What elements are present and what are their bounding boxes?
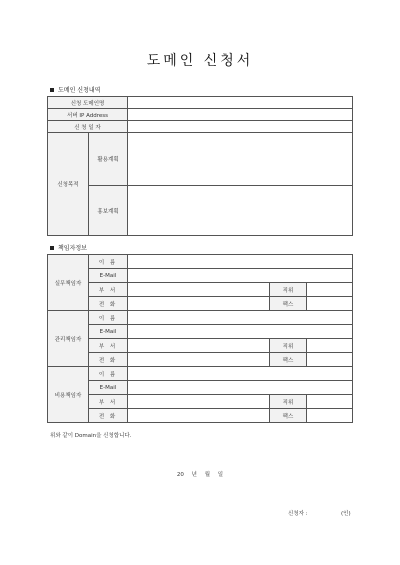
email-field[interactable] bbox=[128, 269, 353, 283]
seal-mark: (인) bbox=[341, 511, 351, 517]
name-field[interactable] bbox=[128, 255, 353, 269]
fax-field[interactable] bbox=[307, 297, 353, 311]
role-label-practical: 실무책임자 bbox=[48, 255, 89, 311]
email-label: E-Mail bbox=[89, 325, 128, 339]
name-field[interactable] bbox=[128, 311, 353, 325]
dept-field[interactable] bbox=[128, 395, 270, 409]
phone-label: 전 화 bbox=[89, 297, 128, 311]
name-field[interactable] bbox=[128, 367, 353, 381]
applicant-label: 신청자 : bbox=[288, 511, 308, 517]
dept-label: 부 서 bbox=[89, 339, 128, 353]
square-bullet-icon bbox=[50, 246, 54, 250]
purpose-label: 신청목적 bbox=[48, 133, 89, 236]
application-statement: 위와 같이 Domain을 신청합니다. bbox=[50, 433, 132, 439]
fax-label: 팩스 bbox=[270, 353, 307, 367]
section-label: 도메인 신청내역 bbox=[58, 87, 101, 94]
date-line: 20 년 월 일 bbox=[176, 472, 224, 478]
phone-label: 전 화 bbox=[89, 409, 128, 423]
name-label: 이 름 bbox=[89, 367, 128, 381]
position-field[interactable] bbox=[307, 283, 353, 297]
email-field[interactable] bbox=[128, 325, 353, 339]
email-label: E-Mail bbox=[89, 269, 128, 283]
domain-request-table bbox=[47, 96, 353, 236]
position-field[interactable] bbox=[307, 339, 353, 353]
dept-label: 부 서 bbox=[89, 283, 128, 297]
usage-plan-label: 활용계획 bbox=[89, 133, 128, 186]
phone-field[interactable] bbox=[128, 353, 270, 367]
domain-name-field[interactable] bbox=[128, 97, 353, 109]
apply-date-field[interactable] bbox=[128, 121, 353, 133]
server-ip-field[interactable] bbox=[128, 109, 353, 121]
phone-field[interactable] bbox=[128, 297, 270, 311]
square-bullet-icon bbox=[50, 88, 54, 92]
position-label: 직위 bbox=[270, 339, 307, 353]
email-label: E-Mail bbox=[89, 381, 128, 395]
phone-label: 전 화 bbox=[89, 353, 128, 367]
name-label: 이 름 bbox=[89, 311, 128, 325]
responsible-person-table bbox=[47, 254, 353, 423]
section-header-domain-request bbox=[50, 85, 100, 94]
fax-label: 팩스 bbox=[270, 409, 307, 423]
dept-label: 부 서 bbox=[89, 395, 128, 409]
position-field[interactable] bbox=[307, 395, 353, 409]
apply-date-label: 신 청 일 자 bbox=[48, 121, 128, 133]
fax-label: 팩스 bbox=[270, 297, 307, 311]
usage-plan-field[interactable] bbox=[128, 133, 353, 186]
page-title: 도메인 신청서 bbox=[146, 53, 254, 69]
section-header-responsible-person bbox=[50, 243, 87, 252]
phone-field[interactable] bbox=[128, 409, 270, 423]
position-label: 직위 bbox=[270, 283, 307, 297]
promo-plan-label: 홍보계획 bbox=[89, 186, 128, 236]
section-label: 책임자정보 bbox=[58, 245, 87, 252]
dept-field[interactable] bbox=[128, 283, 270, 297]
role-label-admin: 관리책임자 bbox=[48, 311, 89, 367]
email-field[interactable] bbox=[128, 381, 353, 395]
role-label-billing: 비용책임자 bbox=[48, 367, 89, 423]
position-label: 직위 bbox=[270, 395, 307, 409]
domain-name-label: 신청 도메인명 bbox=[48, 97, 128, 109]
server-ip-label: 서버 IP Address bbox=[48, 109, 128, 121]
name-label: 이 름 bbox=[89, 255, 128, 269]
dept-field[interactable] bbox=[128, 339, 270, 353]
fax-field[interactable] bbox=[307, 409, 353, 423]
promo-plan-field[interactable] bbox=[128, 186, 353, 236]
fax-field[interactable] bbox=[307, 353, 353, 367]
